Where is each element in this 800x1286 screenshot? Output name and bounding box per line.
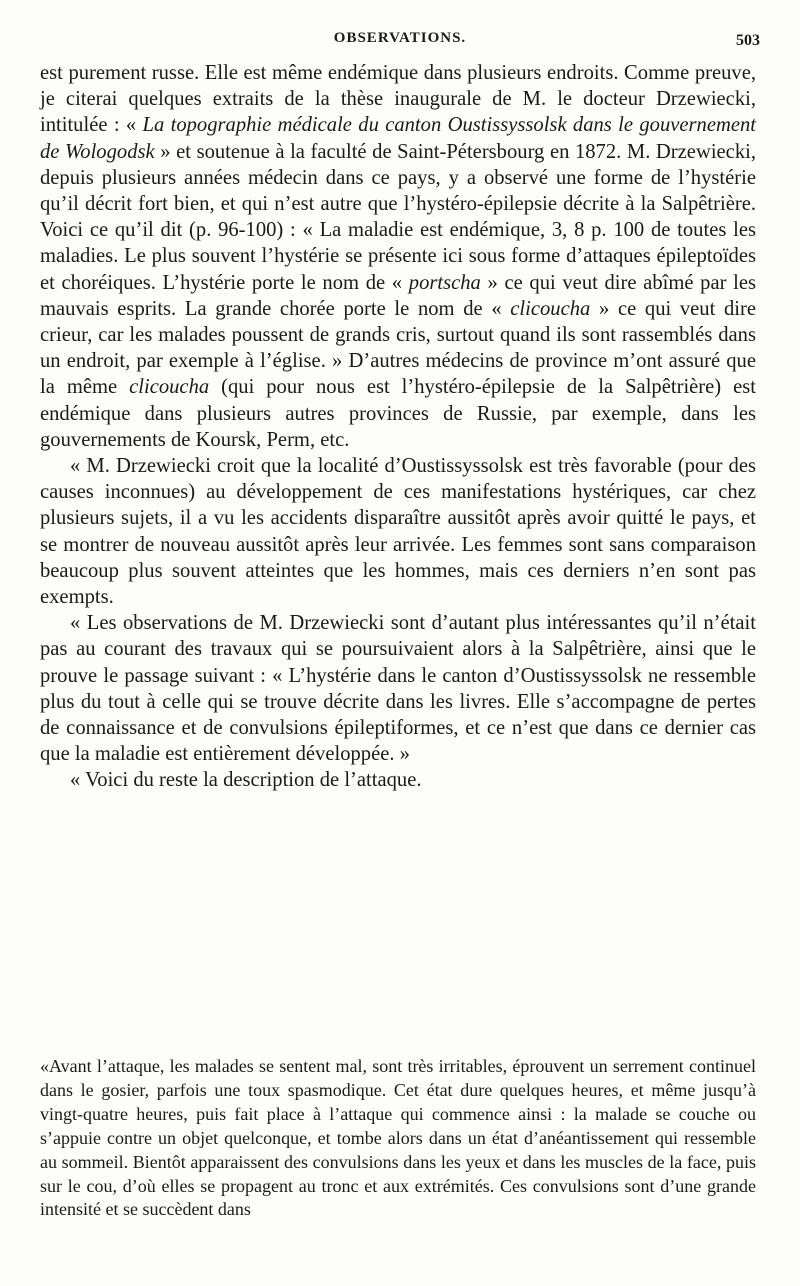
page-number: 503 <box>736 32 760 49</box>
text-run: » ce qui veut dire abîmé par les mauvais esprits. La grande chorée porte le nom de « <box>40 271 756 320</box>
text-run: » et soutenue à la faculté de Saint-Pétersbourg en 1872. M. Drzewiecki, depuis plusieurs années médecin dans ce pays, y a observé une forme de l’hystérie qu’il décrit fort bien, et qui n’est autre que l’hystéro-épilepsie décrite à la Salpêtrière. Voici ce qu’il dit (p. 96-100) : « La maladie est endémique, 3, 8 p. 100 de toutes les maladies. Le plus souvent l’hystérie se présente ici sous forme d’attaques épileptoïdes et choréiques. L’hystérie porte le nom de « <box>40 140 756 294</box>
text-run: (qui pour nous est l’hystéro-épilepsie de la Salpêtrière) est endémique dans plusieurs autres provinces de Russie, par exemple, dans les gouvernements de Koursk, Perm, etc. <box>40 376 756 451</box>
paragraph <box>40 767 756 793</box>
text-run: « Les observations de M. Drzewiecki sont d’autant plus intéressantes qu’il n’était pas au courant des travaux qui se poursuivaient alors à la Salpêtrière, ainsi que le prouve le passage suivant : « L’hystérie dans le canton d’Oustissyssolsk ne ressemble plus du tout à celle qui se trouve décrite dans les livres. Elle s’accompagne de pertes de connaissance et de convulsions épileptiformes, et ce n’est que dans ce dernier cas que la maladie est entièrement développée. » <box>40 612 756 766</box>
paragraph <box>40 610 756 767</box>
text-run: est purement russe. Elle est même endémique dans plusieurs endroits. Comme preuve, je citerai quelques extraits de la thèse inaugurale de M. le docteur Drzewiecki, intitulée : « <box>40 62 756 137</box>
text-run: « M. Drzewiecki croit que la localité d’Oustissyssolsk est très favorable (pour des causes inconnues) au développement de ces manifestations hystériques, car chez plusieurs sujets, il a vu les accidents disparaître aussitôt après avoir quitté le pays, et se montrer de nouveau aussitôt après leur arrivée. Les femmes sont sans comparaison beaucoup plus souvent atteintes que les hommes, mais ces derniers n’en sont pas exempts. <box>40 455 756 609</box>
italic-text: clicoucha <box>129 376 210 399</box>
running-title: OBSERVATIONS. <box>333 30 467 46</box>
running-head <box>0 30 800 54</box>
body-text <box>40 60 756 794</box>
italic-text: portscha <box>408 271 481 294</box>
quoted-description <box>40 1055 756 1222</box>
quote-paragraph: «Avant l’attaque, les malades se sentent mal, sont très irritables, éprouvent un serrement continuel dans le gosier, parfois une toux spasmodique. Cet état dure quelques heures, et même jusqu’à vingt-quatre heures, puis fait place à l’attaque qui commence ainsi : la malade se couche ou s’appuie contre un objet quelconque, et tombe alors dans un état d’anéantissement qui ressemble au sommeil. Bientôt apparaissent des convulsions dans les yeux et dans les muscles de la face, puis sur le cou, d’où elles se propagent au tronc et aux extrémités. Ces convulsions sont d’une grande intensité et se succèdent dans <box>40 1056 756 1220</box>
italic-text: clicoucha <box>510 297 591 320</box>
paragraph <box>40 60 756 453</box>
paragraph <box>40 453 756 610</box>
italic-text: La topographie médicale du canton Oustissyssolsk dans le gouvernement de Wologodsk <box>40 114 756 163</box>
text-run: « Voici du reste la description de l’attaque. <box>70 769 422 792</box>
text-run: » ce qui veut dire crieur, car les malades poussent de grands cris, surtout quand ils sont rassemblés dans un endroit, par exemple à l’église. » D’autres médecins de province m’ont assuré que la même <box>40 297 756 399</box>
